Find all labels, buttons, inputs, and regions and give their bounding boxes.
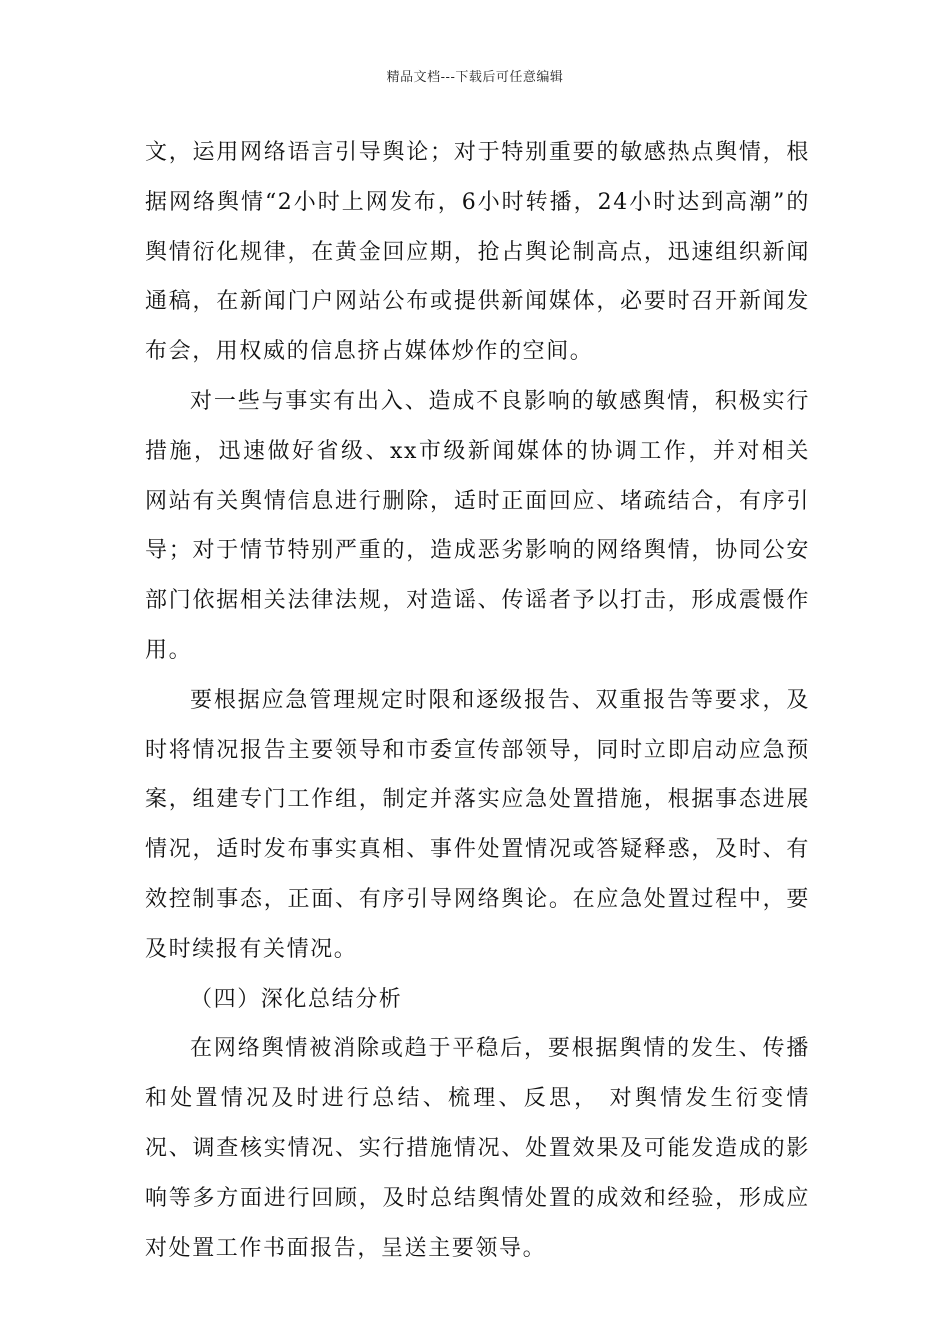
paragraph-emergency-reporting: 要根据应急管理规定时限和逐级报告、双重报告等要求，及时将情况报告主要领导和市委宣传部领导，同时立即启动应急预案，组建专门工作组，制定并落实应急处置措施，根据事态进展情况，适时发布事实真相、事件处置情况或答疑释惑，及时、有效控制事态，正面、有序引导网络舆论。在应急处置过程中，要及时续报有关情况。: [145, 687, 810, 962]
document-body: [145, 128, 810, 1273]
page-header: 精品文档---下载后可任意编辑: [386, 70, 564, 85]
paragraph-public-opinion-guidance: 文，运用网络语言引导舆论；对于特别重要的敏感热点舆情，根据网络舆情“2小时上网发布，6小时转播，24小时达到高潮”的舆情衍化规律，在黄金回应期，抢占舆论制高点，迅速组织新闻通稿，在新闻门户网站公布或提供新闻媒体，必要时召开新闻发布会，用权威的信息挤占媒体炒作的空间。: [145, 140, 810, 365]
section-heading-summary-analysis: （四）深化总结分析: [190, 986, 403, 1012]
paragraph-summary-review: 在网络舆情被消除或趋于平稳后，要根据舆情的发生、传播和处置情况及时进行总结、梳理、反思， 对舆情发生衍变情况、调查核实情况、实行措施情况、处置效果及可能发造成的影响等多方面进行回顾，及时总结舆情处置的成效和经验，形成应对处置工作书面报告，呈送主要领导。: [145, 1036, 810, 1261]
paragraph-sensitive-opinion-measures: 对一些与事实有出入、造成不良影响的敏感舆情，积极实行措施，迅速做好省级、xx市级新闻媒体的协调工作，并对相关网站有关舆情信息进行删除，适时正面回应、堵疏结合，有序引导；对于情节特别严重的，造成恶劣影响的网络舆情，协同公安部门依据相关法律法规，对造谣、传谣者予以打击，形成震慑作用。: [145, 388, 810, 663]
